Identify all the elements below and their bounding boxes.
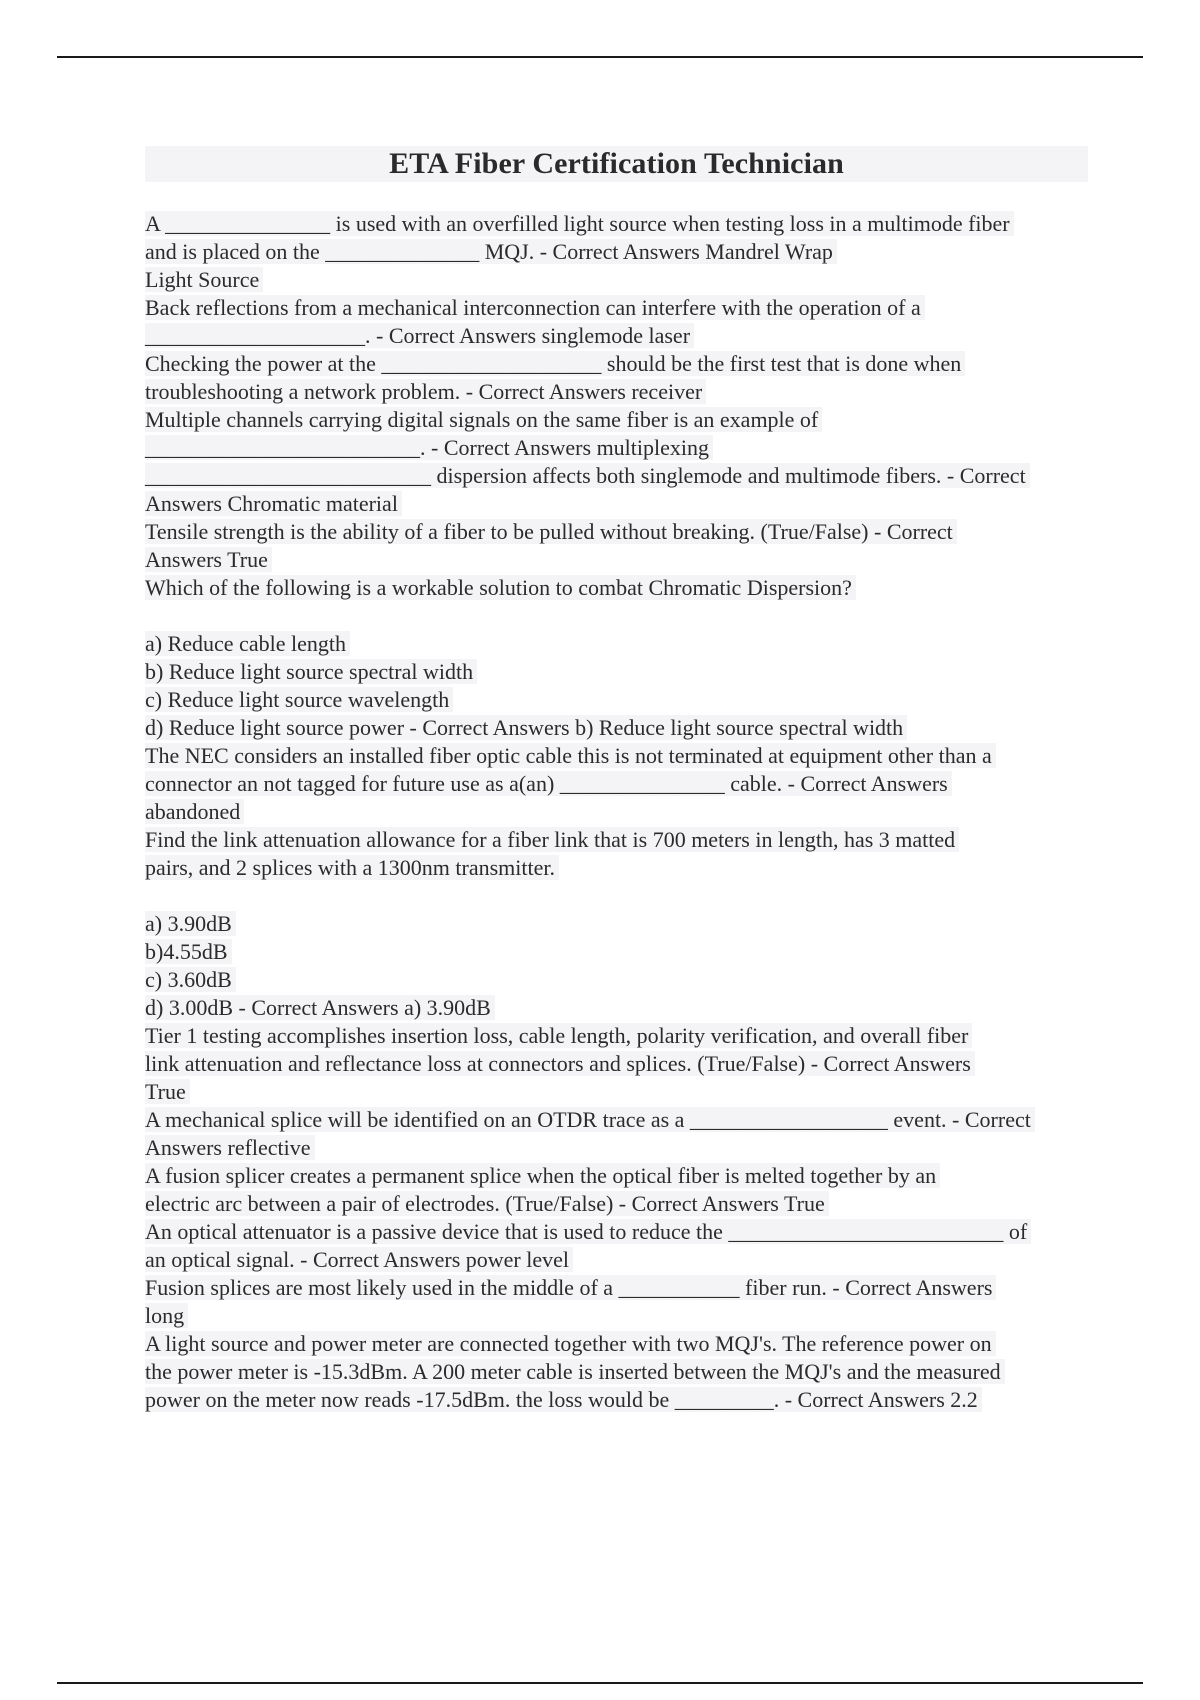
text-line [145, 1246, 1095, 1274]
text-line [145, 798, 1095, 826]
text-line [145, 1050, 1095, 1078]
page-title: ETA Fiber Certification Technician [389, 147, 844, 180]
text-line [145, 658, 1095, 686]
text-line-text: b)4.55dB [145, 939, 232, 964]
text-line [145, 1330, 1095, 1358]
text-line-text: d) Reduce light source power - Correct Answers b) Reduce light source spectral width [145, 715, 907, 740]
text-line-text: A light source and power meter are connected together with two MQJ's. The reference power on [145, 1331, 996, 1356]
text-line [145, 322, 1095, 350]
text-line [145, 630, 1095, 658]
text-line-text: link attenuation and reflectance loss at connectors and splices. (True/False) - Correct Answers [145, 1051, 975, 1076]
text-line [145, 210, 1095, 238]
text-line-text: Multiple channels carrying digital signals on the same fiber is an example of [145, 407, 822, 432]
text-line-text: c) 3.60dB [145, 967, 236, 992]
text-line-text: A fusion splicer creates a permanent splice when the optical fiber is melted together by an [145, 1163, 940, 1188]
text-line [145, 1190, 1095, 1218]
text-line [145, 1302, 1095, 1330]
text-line [145, 826, 1095, 854]
text-line-text: Light Source [145, 267, 263, 292]
text-line [145, 1162, 1095, 1190]
text-line-text: A _______________ is used with an overfilled light source when testing loss in a multimode fiber [145, 211, 1014, 236]
text-line-text: troubleshooting a network problem. - Correct Answers receiver [145, 379, 706, 404]
text-line-text: power on the meter now reads -17.5dBm. the loss would be _________. - Correct Answers 2.2 [145, 1387, 982, 1412]
text-line-text: the power meter is -15.3dBm. A 200 meter cable is inserted between the MQJ's and the measured [145, 1359, 1005, 1384]
blank-line [145, 882, 1095, 910]
text-line [145, 1078, 1095, 1106]
text-line-text: Fusion splices are most likely used in the middle of a ___________ fiber run. - Correct Answers [145, 1275, 996, 1300]
text-line [145, 266, 1095, 294]
text-line [145, 574, 1095, 602]
text-line [145, 294, 1095, 322]
text-line [145, 1274, 1095, 1302]
text-line-text: long [145, 1303, 188, 1328]
text-line [145, 350, 1095, 378]
text-line-text: Tier 1 testing accomplishes insertion loss, cable length, polarity verification, and overall fiber [145, 1023, 972, 1048]
top-rule [57, 56, 1143, 58]
text-line [145, 742, 1095, 770]
bottom-rule [57, 1682, 1143, 1684]
text-line [145, 490, 1095, 518]
text-line [145, 1106, 1095, 1134]
text-line [145, 462, 1095, 490]
text-line-text: ____________________. - Correct Answers singlemode laser [145, 323, 694, 348]
document-body [145, 210, 1095, 1414]
text-line [145, 770, 1095, 798]
text-line-text: Tensile strength is the ability of a fiber to be pulled without breaking. (True/False) - Correct [145, 519, 957, 544]
text-line [145, 434, 1095, 462]
text-line [145, 714, 1095, 742]
text-line [145, 406, 1095, 434]
text-line-text: a) Reduce cable length [145, 631, 350, 656]
text-line-text: Back reflections from a mechanical interconnection can interfere with the operation of a [145, 295, 925, 320]
text-line-text: and is placed on the ______________ MQJ. - Correct Answers Mandrel Wrap [145, 239, 837, 264]
text-line [145, 938, 1095, 966]
text-line [145, 1022, 1095, 1050]
text-line-text: b) Reduce light source spectral width [145, 659, 477, 684]
text-line-text: abandoned [145, 799, 244, 824]
text-line-text: True [145, 1079, 190, 1104]
text-line-text: connector an not tagged for future use as a(an) _______________ cable. - Correct Answers [145, 771, 952, 796]
text-line-text: a) 3.90dB [145, 911, 236, 936]
text-line [145, 686, 1095, 714]
text-line-text: pairs, and 2 splices with a 1300nm transmitter. [145, 855, 559, 880]
text-line [145, 1358, 1095, 1386]
text-line [145, 378, 1095, 406]
text-line [145, 1134, 1095, 1162]
text-line-text: The NEC considers an installed fiber optic cable this is not terminated at equipment other than a [145, 743, 996, 768]
text-line-text: Checking the power at the ____________________ should be the first test that is done when [145, 351, 965, 376]
text-line [145, 910, 1095, 938]
text-line-text: _________________________. - Correct Answers multiplexing [145, 435, 713, 460]
blank-line [145, 602, 1095, 630]
text-line-text: __________________________ dispersion affects both singlemode and multimode fibers. - Correct [145, 463, 1030, 488]
text-line [145, 546, 1095, 574]
title-band [145, 146, 1088, 182]
text-line [145, 854, 1095, 882]
text-line-text: A mechanical splice will be identified on an OTDR trace as a __________________ event. - Correct [145, 1107, 1035, 1132]
text-line [145, 1386, 1095, 1414]
text-line [145, 518, 1095, 546]
text-line-text: Answers Chromatic material [145, 491, 402, 516]
text-line [145, 238, 1095, 266]
text-line [145, 1218, 1095, 1246]
text-line-text: Answers reflective [145, 1135, 315, 1160]
text-line-text: Which of the following is a workable solution to combat Chromatic Dispersion? [145, 575, 856, 600]
text-line-text: c) Reduce light source wavelength [145, 687, 453, 712]
text-line-text: Find the link attenuation allowance for a fiber link that is 700 meters in length, has 3 matted [145, 827, 959, 852]
text-line-text: electric arc between a pair of electrodes. (True/False) - Correct Answers True [145, 1191, 829, 1216]
text-line [145, 994, 1095, 1022]
text-line-text: d) 3.00dB - Correct Answers a) 3.90dB [145, 995, 495, 1020]
text-line-text: Answers True [145, 547, 272, 572]
text-line [145, 966, 1095, 994]
text-line-text: an optical signal. - Correct Answers power level [145, 1247, 573, 1272]
text-line-text: An optical attenuator is a passive device that is used to reduce the _________________________ of [145, 1219, 1031, 1244]
